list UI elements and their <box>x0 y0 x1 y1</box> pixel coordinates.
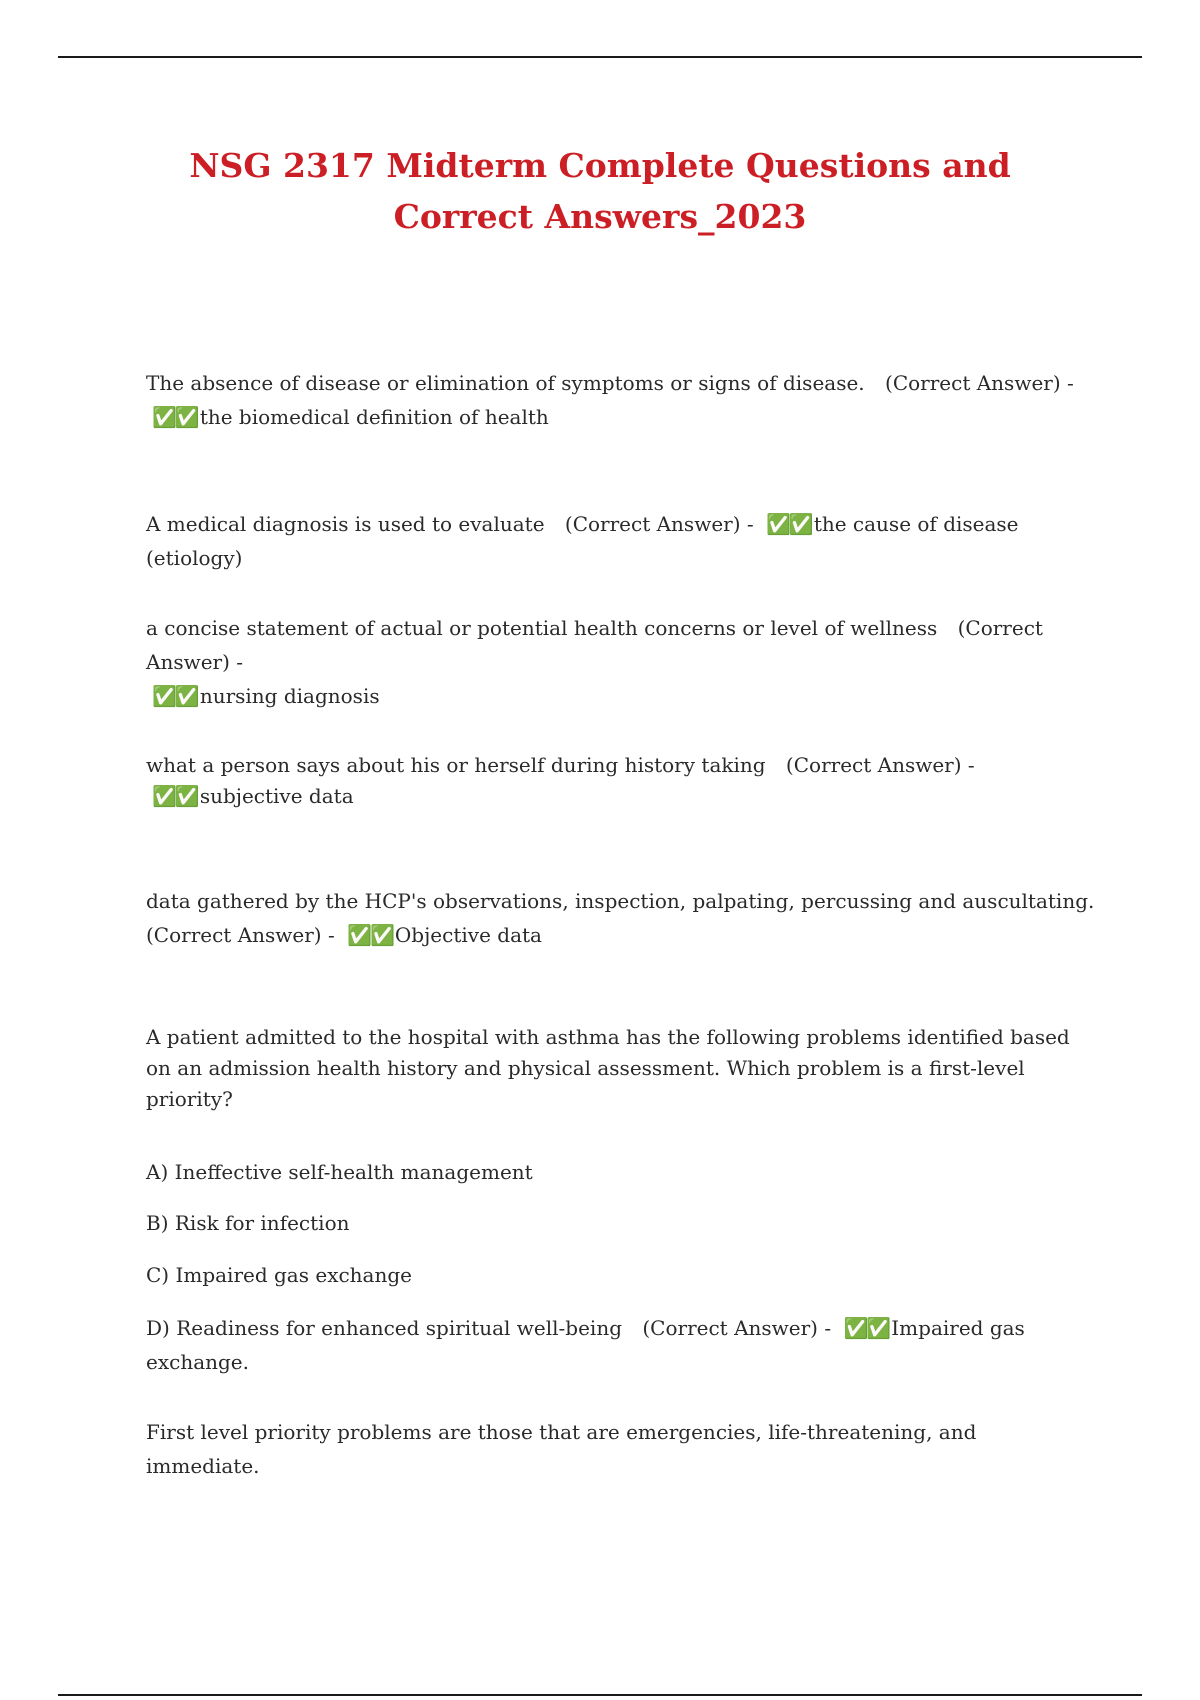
option-text: D) Readiness for enhanced spiritual well-being <box>146 1316 623 1340</box>
answer-text: the biomedical definition of health <box>199 405 549 429</box>
top-rule <box>58 56 1142 58</box>
qa-item-3 <box>146 611 1096 713</box>
qa-item-2 <box>146 507 1096 575</box>
bottom-rule <box>58 1694 1142 1696</box>
double-check-icon: ✅✅ <box>766 512 812 536</box>
mcq-option-b: B) Risk for infection <box>146 1211 350 1235</box>
document-title: NSG 2317 Midterm Complete Questions and Correct Answers_2023 <box>189 146 1011 236</box>
answer-text: Objective data <box>394 923 542 947</box>
correct-answer-tag: (Correct Answer) - <box>885 371 1074 395</box>
rationale-text: First level priority problems are those that are emergencies, life-threatening, and immediate. <box>146 1420 977 1478</box>
double-check-icon: ✅✅ <box>347 923 393 947</box>
answer-text: subjective data <box>199 784 354 808</box>
correct-answer-tag: (Correct Answer) - <box>785 753 975 777</box>
question-text: what a person says about his or herself during history taking <box>146 753 766 777</box>
answer-text: nursing diagnosis <box>199 684 380 708</box>
question-text: A medical diagnosis is used to evaluate <box>146 512 545 536</box>
correct-answer-tag: (Correct Answer) - <box>146 923 335 947</box>
double-check-icon: ✅✅ <box>152 684 198 708</box>
mcq-option-c: C) Impaired gas exchange <box>146 1263 412 1287</box>
answer-text: the cause of disease (etiology) <box>146 512 1019 570</box>
qa-item-1 <box>146 366 1096 434</box>
correct-answer-tag: (Correct Answer) - <box>642 1316 832 1340</box>
correct-answer-tag: (Correct Answer) - <box>564 512 754 536</box>
double-check-icon: ✅✅ <box>843 1316 890 1340</box>
mcq-stem: A patient admitted to the hospital with asthma has the following problems identified based on an admission health history and physical assessment. Which problem is a first-level priority? <box>146 1025 1070 1111</box>
qa-item-5 <box>146 884 1096 952</box>
question-text: data gathered by the HCP's observations, inspection, palpating, percussing and auscultating. <box>146 889 1095 913</box>
double-check-icon: ✅✅ <box>152 784 198 808</box>
answer-text: Impaired gas exchange. <box>146 1316 1025 1374</box>
double-check-icon: ✅✅ <box>152 405 198 429</box>
question-text: The absence of disease or elimination of symptoms or signs of disease. <box>146 371 865 395</box>
qa-item-4 <box>146 750 1096 812</box>
correct-answer-tag: (Correct Answer) - <box>146 616 1043 674</box>
question-text: a concise statement of actual or potential health concerns or level of wellness <box>146 616 938 640</box>
mcq-option-a: A) Ineffective self-health management <box>146 1160 533 1184</box>
mcq-option-d <box>146 1311 1096 1379</box>
